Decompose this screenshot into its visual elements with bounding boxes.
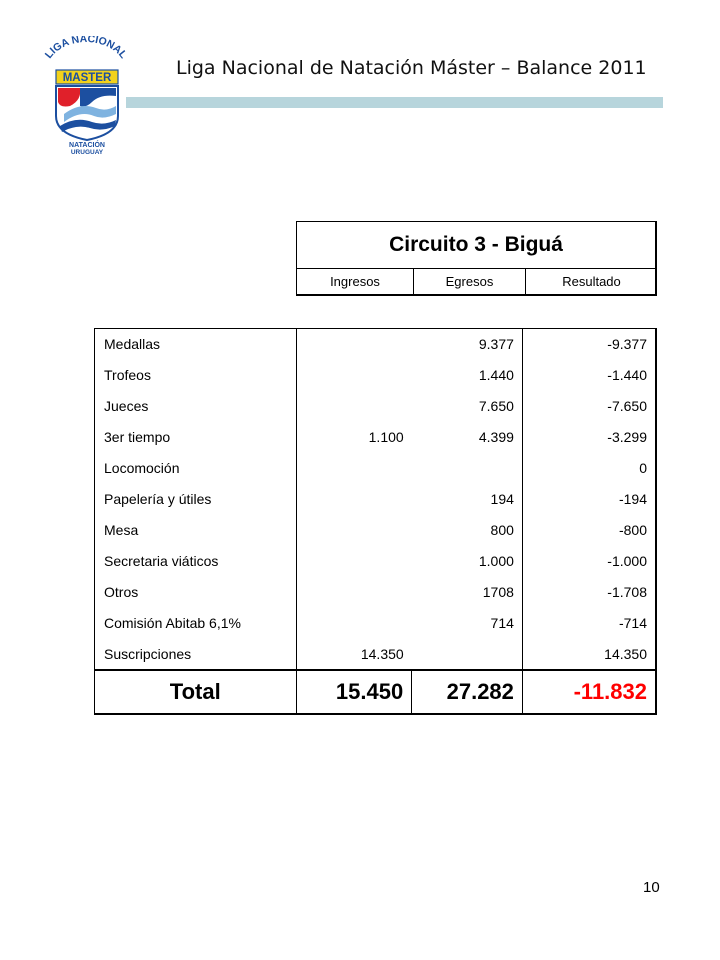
row-egresos	[412, 639, 523, 670]
page-title: Liga Nacional de Natación Máster – Balance 2011	[176, 57, 647, 79]
header-divider-bar	[126, 97, 663, 108]
page-number: 10	[643, 879, 660, 896]
row-resultado: -1.440	[522, 360, 656, 391]
row-egresos: 194	[490, 491, 514, 507]
row-concept: Medallas	[104, 336, 161, 353]
row-ingresos: 14.350	[296, 639, 412, 670]
liga-logo-icon	[36, 36, 134, 154]
circuit-header-table	[296, 221, 657, 296]
column-header-resultado: Resultado	[525, 269, 657, 296]
table-row	[95, 484, 657, 515]
balance-table	[94, 328, 657, 715]
row-egresos: 800	[490, 522, 514, 538]
row-ingresos: 1.100	[296, 422, 412, 453]
total-egresos: 27.282	[412, 670, 523, 714]
row-resultado: -7.650	[522, 391, 656, 422]
logo	[36, 36, 134, 154]
table-row	[95, 422, 657, 453]
circuit-column-headers	[297, 269, 655, 296]
row-egresos	[412, 453, 523, 484]
column-header-ingresos: Ingresos	[330, 274, 380, 289]
row-ingresos	[296, 577, 412, 608]
table-row	[95, 391, 657, 422]
row-egresos: 7.650	[478, 398, 514, 414]
circuit-title: Circuito 3 - Biguá	[297, 222, 655, 269]
row-resultado: -1.000	[522, 546, 656, 577]
row-concept: Comisión Abitab 6,1%	[104, 615, 241, 631]
row-resultado: -194	[522, 484, 656, 515]
row-concept: Jueces	[104, 398, 149, 414]
row-concept: Trofeos	[104, 367, 151, 383]
row-resultado: -1.708	[522, 577, 656, 608]
row-ingresos	[296, 329, 412, 360]
table-row	[95, 546, 657, 577]
row-resultado: 0	[522, 453, 656, 484]
row-ingresos	[296, 608, 412, 639]
total-row	[95, 670, 657, 714]
logo-uruguay-text: URUGUAY	[70, 149, 104, 154]
table-row	[95, 608, 657, 639]
row-egresos: 1.000	[478, 553, 514, 569]
row-ingresos	[296, 546, 412, 577]
table-row	[95, 577, 657, 608]
row-egresos: 714	[490, 615, 514, 631]
column-header-egresos: Egresos	[413, 269, 525, 296]
logo-master-text: MASTER	[62, 72, 112, 84]
table-row	[95, 360, 657, 391]
row-egresos: 1708	[482, 584, 514, 600]
row-concept: 3er tiempo	[104, 429, 171, 445]
row-ingresos	[296, 484, 412, 515]
logo-natacion-text: NATACIÓN	[69, 142, 105, 149]
row-resultado: -3.299	[522, 422, 656, 453]
row-concept: Mesa	[104, 522, 139, 538]
row-egresos: 9.377	[478, 336, 514, 353]
row-ingresos	[296, 391, 412, 422]
row-egresos: 4.399	[478, 429, 514, 445]
row-concept: Otros	[104, 584, 139, 600]
row-ingresos	[296, 453, 412, 484]
table-row	[95, 639, 657, 670]
logo-arc-text: LIGA NACIONAL	[42, 36, 130, 61]
total-resultado: -11.832	[522, 670, 656, 714]
total-label: Total	[95, 670, 297, 714]
row-resultado: -800	[522, 515, 656, 546]
row-egresos: 1.440	[478, 367, 514, 383]
row-concept: Locomoción	[104, 460, 180, 476]
table-row	[95, 515, 657, 546]
row-concept: Papelería y útiles	[104, 491, 212, 507]
row-resultado: -714	[522, 608, 656, 639]
row-ingresos	[296, 360, 412, 391]
row-ingresos	[296, 515, 412, 546]
total-ingresos: 15.450	[296, 670, 412, 714]
row-resultado: 14.350	[522, 639, 656, 670]
balance-table-body	[95, 329, 657, 714]
row-concept: Secretaria viáticos	[104, 553, 219, 569]
row-concept: Suscripciones	[104, 645, 192, 662]
table-row	[95, 329, 657, 360]
row-resultado: -9.377	[522, 329, 656, 360]
table-row	[95, 453, 657, 484]
